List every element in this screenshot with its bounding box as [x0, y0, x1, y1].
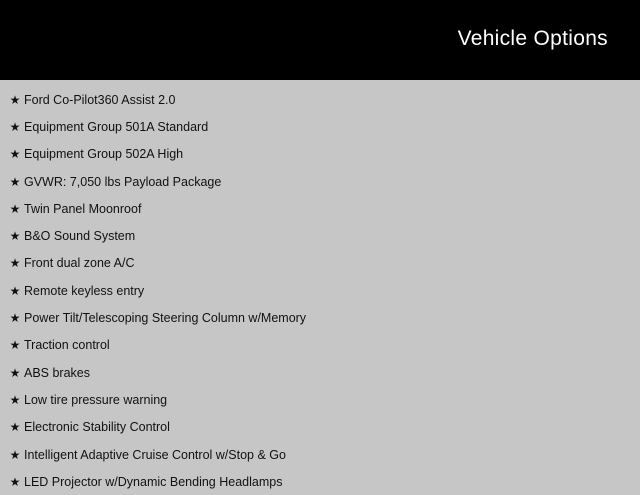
list-item [0, 86, 640, 113]
list-item [0, 414, 640, 441]
list-item [0, 113, 640, 140]
star-bullet-icon: ★ [9, 338, 21, 353]
page-title: Vehicle Options [457, 27, 608, 50]
list-item [0, 304, 640, 331]
vehicle-options-list [0, 80, 640, 495]
list-item [0, 141, 640, 168]
star-bullet-icon: ★ [9, 392, 21, 407]
star-bullet-icon: ★ [9, 447, 21, 462]
star-bullet-icon: ★ [9, 474, 21, 489]
star-bullet-icon: ★ [9, 256, 21, 271]
option-label: Front dual zone A/C [24, 256, 135, 271]
star-bullet-icon: ★ [9, 365, 21, 380]
option-label: Traction control [24, 338, 110, 353]
star-bullet-icon: ★ [9, 201, 21, 216]
option-label: Equipment Group 502A High [24, 147, 184, 162]
list-item [0, 332, 640, 359]
option-label: Equipment Group 501A Standard [24, 119, 209, 134]
star-bullet-icon: ★ [9, 174, 21, 189]
star-bullet-icon: ★ [9, 420, 21, 435]
list-item [0, 386, 640, 413]
list-item [0, 468, 640, 495]
star-bullet-icon: ★ [9, 311, 21, 326]
star-bullet-icon: ★ [9, 119, 21, 134]
option-label: GVWR: 7,050 lbs Payload Package [24, 174, 222, 189]
list-item [0, 277, 640, 304]
star-bullet-icon: ★ [9, 92, 21, 107]
star-bullet-icon: ★ [9, 147, 21, 162]
star-bullet-icon: ★ [9, 229, 21, 244]
list-item [0, 250, 640, 277]
option-label: ABS brakes [24, 365, 91, 380]
option-label: Power Tilt/Telescoping Steering Column w/Memory [24, 311, 307, 326]
list-item [0, 168, 640, 195]
list-item [0, 222, 640, 249]
option-label: Low tire pressure warning [24, 392, 168, 407]
option-label: Remote keyless entry [24, 283, 145, 298]
star-bullet-icon: ★ [9, 283, 21, 298]
option-label: Electronic Stability Control [24, 420, 170, 435]
option-label: LED Projector w/Dynamic Bending Headlamps [24, 474, 283, 489]
option-label: B&O Sound System [24, 229, 136, 244]
option-label: Intelligent Adaptive Cruise Control w/Stop & Go [24, 447, 286, 462]
option-label: Ford Co-Pilot360 Assist 2.0 [24, 92, 176, 107]
page-header [0, 0, 640, 80]
option-label: Twin Panel Moonroof [24, 201, 142, 216]
list-item [0, 359, 640, 386]
list-item [0, 195, 640, 222]
list-item [0, 441, 640, 468]
